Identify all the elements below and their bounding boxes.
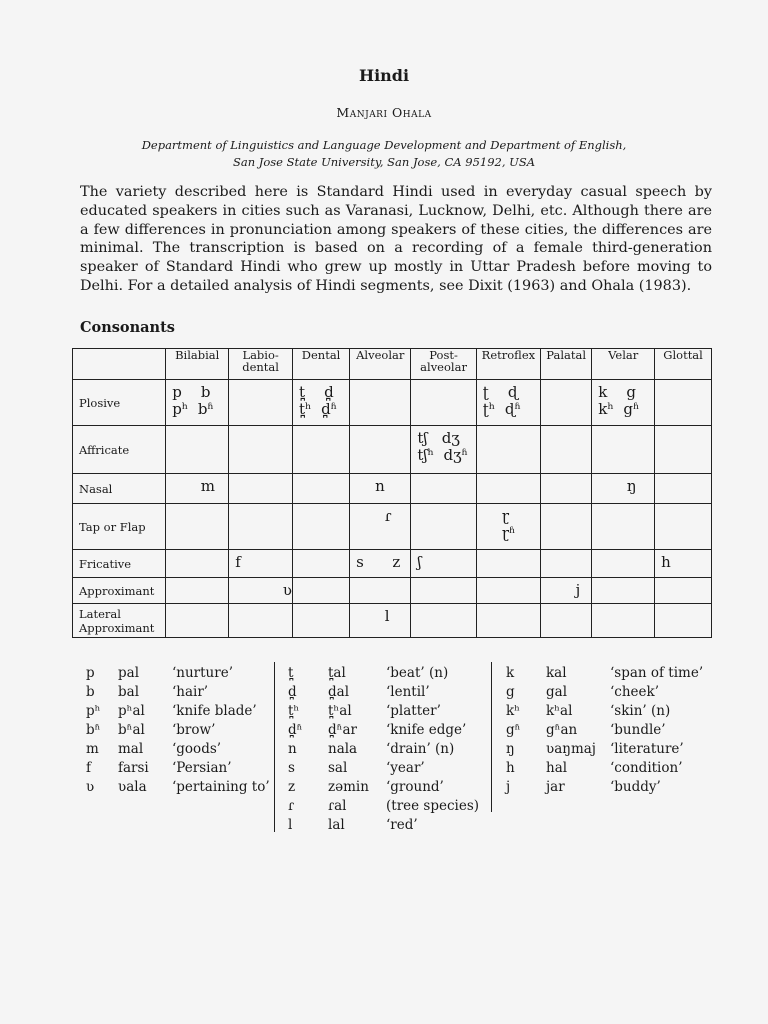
phoneme-symbol: ʋ bbox=[86, 779, 95, 795]
column-header: Labio- dental bbox=[229, 349, 293, 380]
word-gloss: (tree species) bbox=[386, 798, 480, 814]
word-list-velar bbox=[506, 664, 720, 797]
table-cell bbox=[411, 504, 476, 550]
phoneme-symbols bbox=[166, 604, 228, 608]
table-cell bbox=[541, 604, 592, 638]
phoneme-symbols: t̪ d̪ t̪ʰ d̪ʱ bbox=[299, 383, 338, 418]
phoneme-symbol: t̪ bbox=[288, 665, 294, 681]
phoneme-symbols: ʃ bbox=[417, 553, 422, 571]
table-cell bbox=[293, 578, 350, 604]
phoneme-symbols bbox=[350, 380, 410, 384]
table-cell bbox=[476, 380, 540, 426]
phoneme-symbol: g bbox=[506, 684, 515, 700]
table-cell bbox=[293, 604, 350, 638]
table-header-row bbox=[73, 349, 712, 380]
word-example-row bbox=[86, 702, 282, 721]
example-word: t̪ʰal bbox=[328, 703, 352, 719]
table-cell bbox=[592, 474, 655, 504]
phoneme-symbols: s z bbox=[356, 553, 401, 571]
table-cell bbox=[592, 380, 655, 426]
word-gloss: ‘skin’ (n) bbox=[610, 703, 671, 719]
word-gloss: ‘span of time’ bbox=[610, 665, 704, 681]
example-word: jar bbox=[546, 779, 565, 795]
consonant-table bbox=[72, 348, 712, 638]
phoneme-symbols bbox=[293, 550, 349, 554]
column-header: Bilabial bbox=[166, 349, 229, 380]
affiliation-line-2: San Jose State University, San Jose, CA 95192, USA bbox=[232, 155, 536, 169]
example-word: ɾal bbox=[328, 798, 347, 814]
phoneme-symbols bbox=[541, 426, 591, 430]
example-word: kal bbox=[546, 665, 567, 681]
table-row bbox=[73, 578, 712, 604]
table-row bbox=[73, 426, 712, 474]
phoneme-symbols bbox=[411, 578, 475, 582]
table-cell bbox=[655, 504, 712, 550]
column-header: Retroflex bbox=[476, 349, 540, 380]
phoneme-symbols bbox=[655, 604, 711, 608]
word-gloss: ‘pertaining to’ bbox=[172, 779, 270, 795]
phoneme-symbol: bʱ bbox=[86, 722, 101, 738]
intro-paragraph: The variety described here is Standard Hindi used in everyday casual speech by educated speakers in cities such as Varanasi, Lucknow, Delhi, etc. Although there are a few differences in pronunciation among speakers of these cities, the differences are minimal. The transcription is based on a recording of a female third-generation speaker of Standard Hindi who grew up mostly in Uttar Pradesh before moving to Delhi. For a detailed analysis of Hindi segments, see Dixit (1963) and Ohala (1983). bbox=[80, 184, 712, 294]
phoneme-symbols: f bbox=[235, 553, 241, 571]
table-cell bbox=[476, 550, 540, 578]
word-example-row bbox=[506, 778, 720, 797]
example-word: d̪al bbox=[328, 684, 350, 700]
table-row bbox=[73, 604, 712, 638]
table-cell bbox=[293, 550, 350, 578]
affiliation-line-1: Department of Linguistics and Language Development and Department of English, bbox=[141, 138, 627, 152]
phoneme-symbols bbox=[477, 426, 540, 430]
phoneme-symbol: z bbox=[288, 779, 296, 795]
phoneme-symbols bbox=[541, 504, 591, 508]
table-cell bbox=[229, 426, 293, 474]
table-cell bbox=[166, 474, 229, 504]
phoneme-symbols: ʋ bbox=[235, 581, 293, 599]
word-gloss: ‘platter’ bbox=[386, 703, 441, 719]
table-cell bbox=[655, 426, 712, 474]
table-cell bbox=[655, 604, 712, 638]
word-example-row bbox=[288, 721, 496, 740]
table-cell bbox=[293, 426, 350, 474]
column-header: Velar bbox=[592, 349, 655, 380]
word-gloss: ‘bundle’ bbox=[610, 722, 666, 738]
word-example-row bbox=[506, 664, 720, 683]
phoneme-symbols: h bbox=[661, 553, 671, 571]
phoneme-symbols bbox=[229, 380, 292, 384]
row-label: Plosive bbox=[73, 380, 166, 426]
table-cell bbox=[411, 578, 476, 604]
phoneme-symbols bbox=[350, 578, 410, 582]
row-label: Tap or Flap bbox=[73, 504, 166, 550]
word-example-row bbox=[288, 683, 496, 702]
example-word: nala bbox=[328, 741, 358, 757]
row-label: Fricative bbox=[73, 550, 166, 578]
phoneme-symbol: ɾ bbox=[288, 798, 295, 814]
example-word: t̪al bbox=[328, 665, 346, 681]
table-cell bbox=[229, 504, 293, 550]
column-header: Post- alveolar bbox=[411, 349, 476, 380]
phoneme-symbols bbox=[293, 604, 349, 608]
word-gloss: ‘year’ bbox=[386, 760, 425, 776]
phoneme-symbols bbox=[411, 474, 475, 478]
phoneme-symbol: gʱ bbox=[506, 722, 521, 738]
word-example-row bbox=[86, 740, 282, 759]
word-example-row bbox=[506, 721, 720, 740]
word-example-row bbox=[86, 683, 282, 702]
word-example-row bbox=[506, 683, 720, 702]
word-example-row bbox=[288, 664, 496, 683]
word-example-row bbox=[86, 664, 282, 683]
phoneme-symbols bbox=[293, 474, 349, 478]
phoneme-symbols bbox=[477, 550, 540, 554]
table-cell bbox=[476, 474, 540, 504]
phoneme-symbols: p b pʰ bʱ bbox=[172, 383, 214, 418]
row-label: Affricate bbox=[73, 426, 166, 474]
example-word: pʰal bbox=[118, 703, 145, 719]
word-list-bilabial bbox=[86, 664, 282, 797]
phoneme-symbol: h bbox=[506, 760, 515, 776]
affiliation bbox=[0, 137, 768, 171]
table-cell bbox=[541, 550, 592, 578]
phoneme-symbols bbox=[229, 474, 292, 478]
table-cell bbox=[476, 578, 540, 604]
phoneme-symbols bbox=[293, 578, 349, 582]
word-gloss: ‘condition’ bbox=[610, 760, 683, 776]
phoneme-symbol: d̪ʱ bbox=[288, 722, 303, 738]
phoneme-symbols bbox=[541, 604, 591, 608]
phoneme-symbols bbox=[229, 604, 292, 608]
phoneme-symbols bbox=[166, 550, 228, 554]
example-word: mal bbox=[118, 741, 144, 757]
phoneme-symbols bbox=[655, 578, 711, 582]
word-example-row bbox=[86, 721, 282, 740]
word-example-row bbox=[288, 778, 496, 797]
table-cell bbox=[541, 578, 592, 604]
phoneme-symbols bbox=[592, 604, 654, 608]
author-name: Manjari Ohala bbox=[336, 105, 432, 120]
word-list-dental bbox=[288, 664, 496, 835]
word-gloss: ‘goods’ bbox=[172, 741, 222, 757]
row-label: Nasal bbox=[73, 474, 166, 504]
word-example-row bbox=[86, 778, 282, 797]
table-cell bbox=[655, 578, 712, 604]
table-cell bbox=[293, 474, 350, 504]
word-gloss: ‘hair’ bbox=[172, 684, 209, 700]
phoneme-symbol: t̪ʰ bbox=[288, 703, 300, 719]
example-word: sal bbox=[328, 760, 348, 776]
word-example-row bbox=[86, 759, 282, 778]
table-cell bbox=[592, 504, 655, 550]
table-cell bbox=[541, 504, 592, 550]
word-gloss: ‘Persian’ bbox=[172, 760, 232, 776]
table-cell bbox=[350, 474, 411, 504]
phoneme-symbol: f bbox=[86, 760, 91, 776]
phoneme-symbols bbox=[541, 550, 591, 554]
table-row bbox=[73, 550, 712, 578]
phoneme-symbols bbox=[166, 426, 228, 430]
word-example-row bbox=[288, 740, 496, 759]
phoneme-symbols bbox=[477, 474, 540, 478]
example-word: lal bbox=[328, 817, 345, 833]
table-cell bbox=[411, 426, 476, 474]
table-cell bbox=[229, 474, 293, 504]
table-cell bbox=[411, 380, 476, 426]
phoneme-symbols bbox=[655, 380, 711, 384]
table-cell bbox=[476, 504, 540, 550]
table-cell bbox=[592, 550, 655, 578]
phoneme-symbols: ɾ bbox=[356, 507, 392, 525]
phoneme-symbols: j bbox=[547, 581, 581, 599]
table-cell bbox=[411, 550, 476, 578]
phoneme-symbols bbox=[655, 474, 711, 478]
phoneme-symbols bbox=[592, 550, 654, 554]
column-header: Dental bbox=[293, 349, 350, 380]
table-cell bbox=[592, 604, 655, 638]
example-word: ʋaŋmaj bbox=[546, 741, 596, 757]
phoneme-symbols bbox=[655, 504, 711, 508]
phoneme-symbol: pʰ bbox=[86, 703, 101, 719]
example-word: bal bbox=[118, 684, 140, 700]
table-cell bbox=[350, 380, 411, 426]
example-word: bʱal bbox=[118, 722, 145, 738]
word-gloss: ‘literature’ bbox=[610, 741, 684, 757]
word-gloss: ‘brow’ bbox=[172, 722, 216, 738]
word-gloss: ‘lentil’ bbox=[386, 684, 430, 700]
phoneme-symbol: kʰ bbox=[506, 703, 521, 719]
phoneme-symbols bbox=[229, 504, 292, 508]
article-title: Hindi bbox=[358, 66, 410, 85]
example-word: gʱan bbox=[546, 722, 578, 738]
phoneme-symbols bbox=[477, 604, 540, 608]
phoneme-symbols: n bbox=[356, 477, 385, 495]
table-cell bbox=[350, 550, 411, 578]
phoneme-symbols bbox=[541, 474, 591, 478]
example-word: zəmin bbox=[328, 779, 369, 795]
table-cell bbox=[541, 474, 592, 504]
phoneme-symbol: n bbox=[288, 741, 297, 757]
phoneme-symbols bbox=[477, 578, 540, 582]
table-cell bbox=[350, 504, 411, 550]
example-word: hal bbox=[546, 760, 568, 776]
table-cell bbox=[411, 474, 476, 504]
phoneme-symbols: ŋ bbox=[598, 477, 637, 495]
phoneme-symbols bbox=[541, 380, 591, 384]
phoneme-symbol: s bbox=[288, 760, 295, 776]
phoneme-symbols: tʃ dʒ tʃʰ dʒʱ bbox=[417, 429, 468, 464]
example-word: gal bbox=[546, 684, 568, 700]
phoneme-symbol: b bbox=[86, 684, 95, 700]
word-gloss: ‘buddy’ bbox=[610, 779, 661, 795]
table-cell bbox=[350, 426, 411, 474]
word-gloss: ‘knife edge’ bbox=[386, 722, 467, 738]
phoneme-symbols: k g kʰ gʱ bbox=[598, 383, 640, 418]
word-example-row bbox=[506, 702, 720, 721]
phoneme-symbols: l bbox=[356, 607, 390, 625]
phoneme-symbols bbox=[293, 504, 349, 508]
phoneme-symbols bbox=[229, 426, 292, 430]
phoneme-symbol: d̪ bbox=[288, 684, 297, 700]
phoneme-symbols: ʈ ɖ ʈʰ ɖʱ bbox=[482, 383, 521, 418]
example-word: d̪ʱar bbox=[328, 722, 357, 738]
table-corner bbox=[73, 349, 166, 380]
phoneme-symbols bbox=[655, 426, 711, 430]
table-row bbox=[73, 474, 712, 504]
column-header: Palatal bbox=[541, 349, 592, 380]
table-cell bbox=[592, 578, 655, 604]
phoneme-symbols bbox=[411, 604, 475, 608]
word-gloss: ‘ground’ bbox=[386, 779, 444, 795]
phoneme-symbols: m bbox=[172, 477, 216, 495]
word-gloss: ‘red’ bbox=[386, 817, 418, 833]
table-cell bbox=[476, 604, 540, 638]
word-gloss: ‘cheek’ bbox=[610, 684, 659, 700]
table-cell bbox=[229, 550, 293, 578]
phoneme-symbols bbox=[592, 578, 654, 582]
word-gloss: ‘beat’ (n) bbox=[386, 665, 449, 681]
table-cell bbox=[541, 426, 592, 474]
table-cell bbox=[655, 474, 712, 504]
phoneme-symbol: p bbox=[86, 665, 95, 681]
table-cell bbox=[350, 604, 411, 638]
phoneme-symbol: j bbox=[506, 779, 511, 795]
table-row bbox=[73, 504, 712, 550]
column-header: Glottal bbox=[655, 349, 712, 380]
word-example-row bbox=[288, 702, 496, 721]
word-example-row bbox=[506, 740, 720, 759]
phoneme-symbols bbox=[411, 380, 475, 384]
section-heading: Consonants bbox=[80, 319, 175, 336]
table-cell bbox=[350, 578, 411, 604]
example-word: ʋala bbox=[118, 779, 147, 795]
table-cell bbox=[293, 504, 350, 550]
table-cell bbox=[229, 604, 293, 638]
word-example-row bbox=[288, 759, 496, 778]
example-word: pal bbox=[118, 665, 140, 681]
table-cell bbox=[592, 426, 655, 474]
phoneme-symbol: k bbox=[506, 665, 515, 681]
table-cell bbox=[541, 380, 592, 426]
phoneme-symbol: l bbox=[288, 817, 293, 833]
phoneme-symbol: m bbox=[86, 741, 99, 757]
phoneme-symbols bbox=[350, 426, 410, 430]
phoneme-symbols bbox=[166, 504, 228, 508]
phoneme-symbols: ɽ ɽʱ bbox=[501, 507, 516, 542]
table-cell bbox=[293, 380, 350, 426]
table-cell bbox=[166, 578, 229, 604]
table-cell bbox=[166, 550, 229, 578]
row-label: Lateral Approximant bbox=[73, 604, 166, 638]
phoneme-symbols bbox=[411, 504, 475, 508]
word-gloss: ‘nurture’ bbox=[172, 665, 233, 681]
table-cell bbox=[166, 504, 229, 550]
row-label: Approximant bbox=[73, 578, 166, 604]
word-example-row bbox=[506, 759, 720, 778]
table-row bbox=[73, 380, 712, 426]
table-cell bbox=[229, 380, 293, 426]
example-word: farsi bbox=[118, 760, 149, 776]
phoneme-symbols bbox=[293, 426, 349, 430]
table-cell bbox=[166, 604, 229, 638]
phoneme-symbols bbox=[592, 504, 654, 508]
table-cell bbox=[166, 380, 229, 426]
table-cell bbox=[166, 426, 229, 474]
table-cell bbox=[476, 426, 540, 474]
word-gloss: ‘drain’ (n) bbox=[386, 741, 455, 757]
table-cell bbox=[411, 604, 476, 638]
table-cell bbox=[229, 578, 293, 604]
word-gloss: ‘knife blade’ bbox=[172, 703, 257, 719]
example-word: kʰal bbox=[546, 703, 573, 719]
table-cell bbox=[655, 550, 712, 578]
phoneme-symbol: ŋ bbox=[506, 741, 515, 757]
phoneme-symbols bbox=[166, 578, 228, 582]
word-example-row bbox=[288, 797, 496, 816]
table-cell bbox=[655, 380, 712, 426]
phoneme-symbols bbox=[592, 426, 654, 430]
column-header: Alveolar bbox=[350, 349, 411, 380]
word-example-row bbox=[288, 816, 496, 835]
